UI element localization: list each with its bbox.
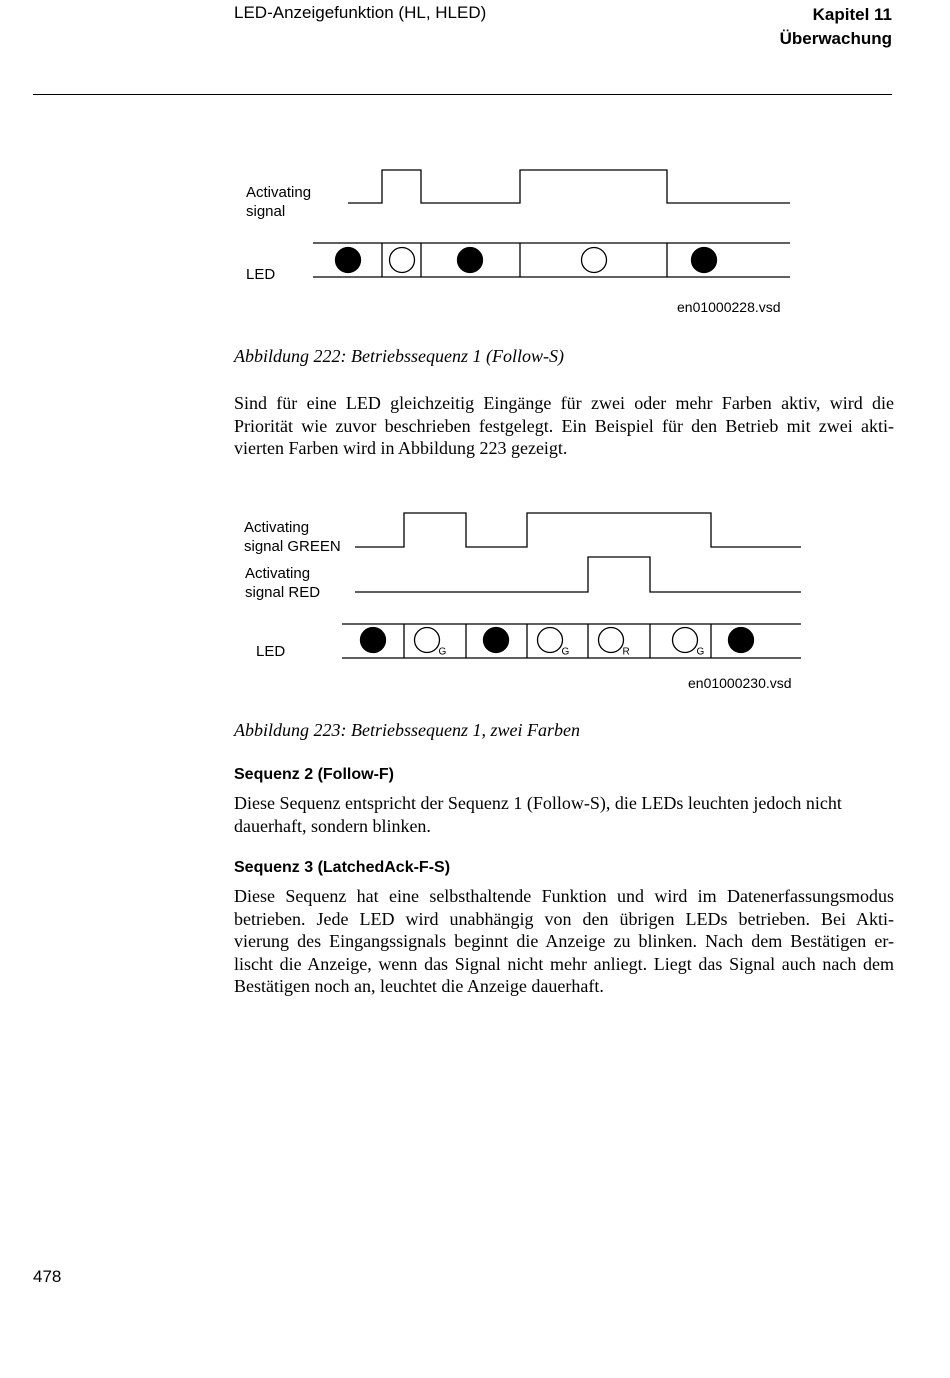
- signal-label-line2: signal: [246, 203, 286, 220]
- led-off-indicator: [599, 628, 624, 653]
- led-states: [361, 628, 754, 658]
- green-signal-label-line1: Activating: [244, 519, 310, 536]
- paragraph-line: Priorität wie zuvor beschrieben festgelegt. Ein Beispiel für den Betrieb mit zwei akti-: [234, 415, 894, 436]
- paragraph-line: lischt die Anzeige, wenn das Signal nicht mehr anliegt. Liegt das Signal auch nach dem: [234, 953, 894, 974]
- paragraph-line: Bestätigen noch an, leuchtet die Anzeige dauerhaft.: [234, 976, 604, 997]
- paragraph-sequence-2: [234, 792, 894, 837]
- section-heading-sequence-2: Sequenz 2 (Follow-F): [234, 766, 394, 783]
- section-heading-sequence-3: Sequenz 3 (LatchedAck-F-S): [234, 859, 451, 876]
- paragraph-line: dauerhaft, sondern blinken.: [234, 815, 431, 836]
- red-signal-waveform: [355, 557, 801, 592]
- led-off-indicator: [538, 628, 563, 653]
- led-label: LED: [246, 266, 276, 283]
- paragraph-line: vierten Farben wird in Abbildung 223 gezeigt.: [234, 438, 568, 459]
- led-label: LED: [256, 643, 286, 660]
- paragraph-line: betrieben. Jede LED wird unabhängig von den übrigen LEDs betrieben. Bei Akti-: [234, 908, 894, 929]
- paragraph-line: vierung des Eingangssignals beginnt die Anzeige zu blinken. Nach dem Bestätigen er-: [234, 931, 894, 952]
- page-number: 478: [33, 1267, 62, 1286]
- paragraph-sequence-3: [234, 885, 894, 998]
- led-color-tag: G: [438, 646, 447, 658]
- figure-223-caption: Abbildung 223: Betriebssequenz 1, zwei Farben: [234, 720, 580, 740]
- led-off-indicator: [673, 628, 698, 653]
- figure-222-caption: Abbildung 222: Betriebssequenz 1 (Follow-S): [234, 346, 564, 366]
- signal-label-line1: Activating: [246, 184, 312, 201]
- led-off-indicator: [415, 628, 440, 653]
- red-signal-label-line2: signal RED: [245, 584, 321, 601]
- paragraph-line: Sind für eine LED gleichzeitig Eingänge für zwei oder mehr Farben aktiv, wird die: [234, 393, 894, 413]
- led-color-tag: G: [696, 646, 705, 658]
- figure-file-name: en01000228.vsd: [677, 299, 781, 315]
- green-signal-label-line2: signal GREEN: [244, 538, 341, 555]
- figure-file-name: en01000230.vsd: [688, 675, 792, 691]
- led-color-tag: G: [561, 646, 570, 658]
- running-header-section: LED-Anzeigefunktion (HL, HLED): [234, 3, 487, 22]
- led-on-indicator: [361, 628, 386, 653]
- led-on-indicator: [729, 628, 754, 653]
- red-signal-label-line1: Activating: [245, 565, 311, 582]
- paragraph-line: Diese Sequenz hat eine selbsthaltende Funktion und wird im Datenerfassungsmodus: [234, 886, 894, 906]
- chapter-number: Kapitel 11: [812, 5, 892, 24]
- chapter-title: Überwachung: [779, 29, 892, 48]
- led-on-indicator: [484, 628, 509, 653]
- green-signal-waveform: [355, 513, 801, 547]
- paragraph-line: Diese Sequenz entspricht der Sequenz 1 (Follow-S), die LEDs leuchten jedoch nicht: [234, 793, 842, 813]
- led-color-tag: R: [622, 646, 630, 658]
